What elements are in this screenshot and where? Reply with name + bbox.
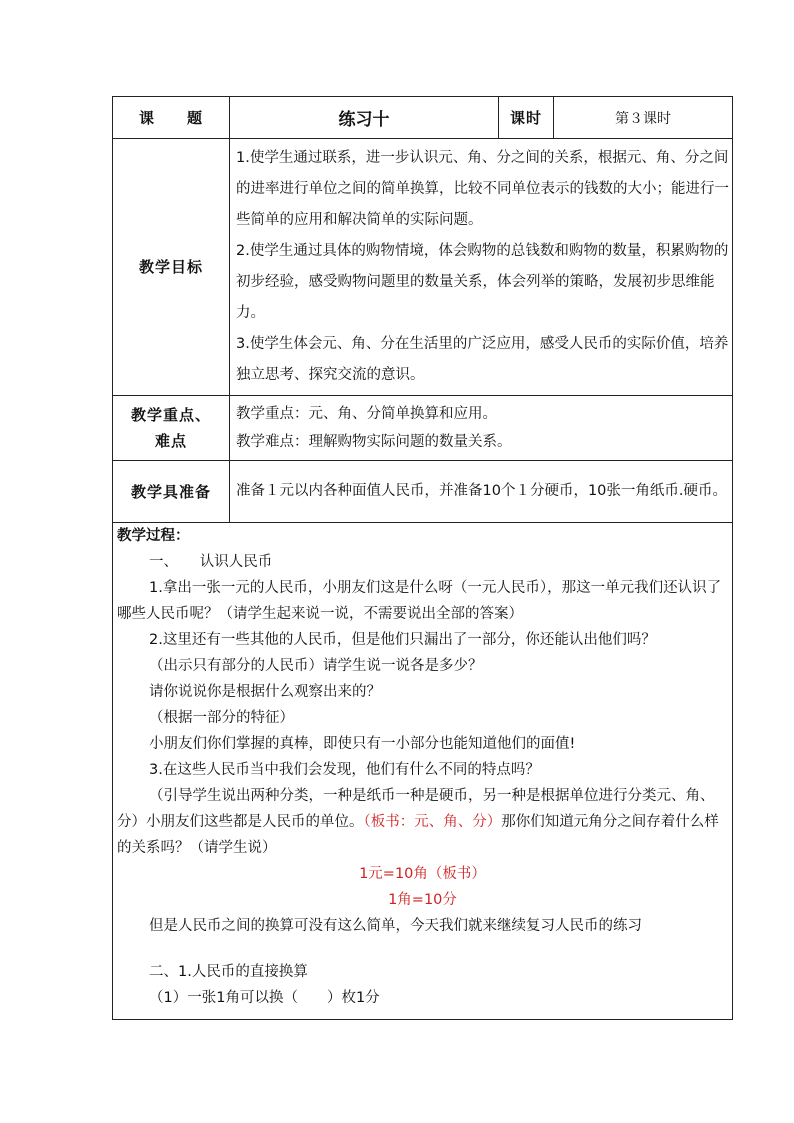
key-difficulty: 教学难点：理解购物实际问题的数量关系。	[236, 434, 512, 450]
materials-content	[230, 461, 733, 523]
process-p9: 但是人民币之间的换算可没有这么简单，今天我们就来继续复习人民币的练习	[149, 918, 642, 934]
spacer	[117, 939, 728, 959]
key-focus: 教学重点：元、角、分简单换算和应用。	[236, 406, 497, 422]
formula-yuan-jiao: 1元=10角（板书）	[359, 866, 486, 882]
process-section-2: 二、1.人民币的直接换算	[149, 964, 308, 980]
key-points-row	[113, 396, 733, 461]
process-p8-b: 那你们知道元角分之间存着什么样的关系吗？（请学生说）	[117, 814, 719, 856]
process-p1: 1.拿出一张一元的人民币，小朋友们这是什么呀（一元人民币），那这一单元我们还认识了哪些人民币呢？（请学生起来说一说，不需要说出全部的答案）	[117, 580, 722, 622]
process-p3: （出示只有部分的人民币）请学生说一说各是多少？	[149, 658, 483, 674]
period-value: 第３课时	[554, 97, 733, 139]
process-content	[113, 523, 733, 1020]
process-q1: （1）一张1角可以换（ ）枚1分	[149, 990, 380, 1006]
goal-item-2: 2.使学生通过具体的购物情境，体会购物的总钱数和购物的数量，积累购物的初步经验，感受购物问题里的数量关系，体会列举的策略，发展初步思维能力。	[236, 243, 729, 321]
header-row	[113, 97, 733, 139]
goal-item-1: 1.使学生通过联系，进一步认识元、角、分之间的关系，根据元、角、分之间的进率进行单位之间的简单换算，比较不同单位表示的钱数的大小；能进行一些简单的应用和解决简单的实际问题。	[236, 150, 729, 228]
key-points-label-line1: 教学重点、	[130, 406, 211, 424]
process-p8-a: （引导学生说出两种分类，一种是纸币一种是硬币，另一种是根据单位进行分类元、角、分）小朋友们这些都是人民币的单位。	[117, 788, 715, 830]
goals-row	[113, 139, 733, 396]
formula-jiao-fen: 1角=10分	[388, 892, 457, 908]
board-note: （板书：元、角、分）	[363, 814, 502, 830]
materials-text: 准备１元以内各种面值人民币，并准备10个１分硬币，10张一角纸币.硬币。	[236, 483, 728, 499]
process-p8	[117, 783, 728, 861]
materials-label: 教学具准备	[113, 461, 230, 523]
process-p4: 请你说说你是根据什么观察出来的？	[149, 684, 381, 700]
lesson-plan-table	[112, 96, 733, 1020]
topic-value: 练习十	[230, 97, 499, 139]
process-p7: 3.在这些人民币当中我们会发现，他们有什么不同的特点吗？	[149, 762, 540, 778]
process-row	[113, 523, 733, 1020]
materials-row	[113, 461, 733, 523]
goal-item-3: 3.使学生体会元、角、分在生活里的广泛应用，感受人民币的实际价值，培养独立思考、探究交流的意识。	[236, 336, 729, 383]
topic-label: 课 题	[113, 97, 230, 139]
key-points-label	[113, 396, 230, 461]
key-points-content	[230, 396, 733, 461]
period-label: 课时	[499, 97, 554, 139]
lesson-plan-document	[112, 96, 732, 1020]
process-p2: 2.这里还有一些其他的人民币，但是他们只漏出了一部分，你还能认出他们吗？	[149, 632, 656, 648]
process-p6: 小朋友们你们掌握的真棒，即使只有一小部分也能知道他们的面值!	[149, 736, 576, 752]
goals-label: 教学目标	[113, 139, 230, 396]
process-heading: 教学过程：	[117, 528, 190, 544]
goals-content	[230, 139, 733, 396]
key-points-label-line2: 难点	[154, 432, 187, 450]
process-section-1: 一、 认识人民币	[149, 554, 273, 570]
process-p1-wrap	[117, 575, 728, 627]
process-p5: （根据一部分的特征）	[149, 710, 294, 726]
